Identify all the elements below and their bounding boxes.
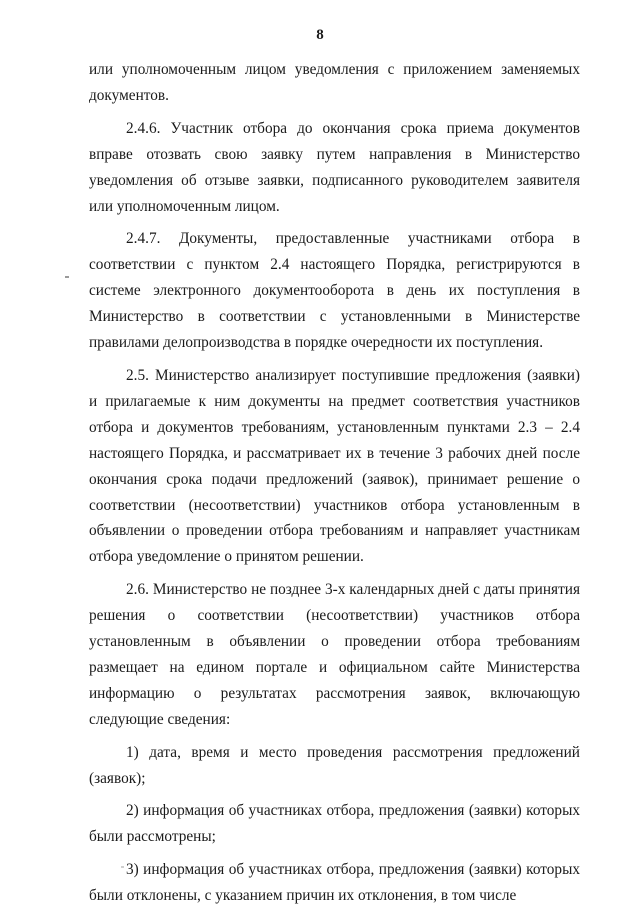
list-item-1: 1) дата, время и место проведения рассмотрения предложений (заявок);	[89, 743, 580, 787]
paragraph-continuation: или уполномоченным лицом уведомления с приложением заменяемых документов.	[89, 61, 580, 104]
paragraph-2-4-6: 2.4.6. Участник отбора до окончания срока приема документов вправе отозвать свою заявку путем направления в Министерство уведомления об отзыве заявки, подписанного руководителем заявителя или уполномоченным лицом.	[89, 119, 580, 215]
document-body	[89, 57, 580, 909]
paragraph-2-6: 2.6. Министерство не позднее 3-х календарных дней с даты принятия решения о соответствии (несоответствии) участников отбора установленным в объявлении о проведении отбора требованиям размещает на едином портале и официальном сайте Министерства информацию о результатах рассмотрения заявок, включающую следующие сведения:	[89, 581, 580, 728]
page-number: 8	[316, 27, 324, 43]
paragraph-2-4-7: 2.4.7. Документы, предоставленные участниками отбора в соответствии с пунктом 2.4 настоящего Порядка, регистрируются в системе электронного документооборота в день их поступления в Министерство в соответствии с установленными в Министерстве правилами делопроизводства в порядке очередности их поступления.	[89, 230, 580, 352]
list-item-2: 2) информация об участниках отбора, предложения (заявки) которых были рассмотрены;	[89, 802, 580, 846]
scan-artifact-mark	[65, 276, 69, 278]
paragraph-2-5: 2.5. Министерство анализирует поступившие предложения (заявки) и прилагаемые к ним документы на предмет соответствия участников отбора и документов требованиям, установленным пунктами 2.3 – 2.4 настоящего Порядка, и рассматривает их в течение 3 рабочих дней после окончания срока подачи предложений (заявок), принимает решение о соответствии (несоответствии) участников отбора установленным в объявлении о проведении отбора требованиям и направляет участникам отбора уведомление о принятом решении.	[89, 366, 580, 566]
list-item-3: 3) информация об участниках отбора, предложения (заявки) которых были отклонены, с указанием причин их отклонения, в том числе	[89, 861, 580, 905]
